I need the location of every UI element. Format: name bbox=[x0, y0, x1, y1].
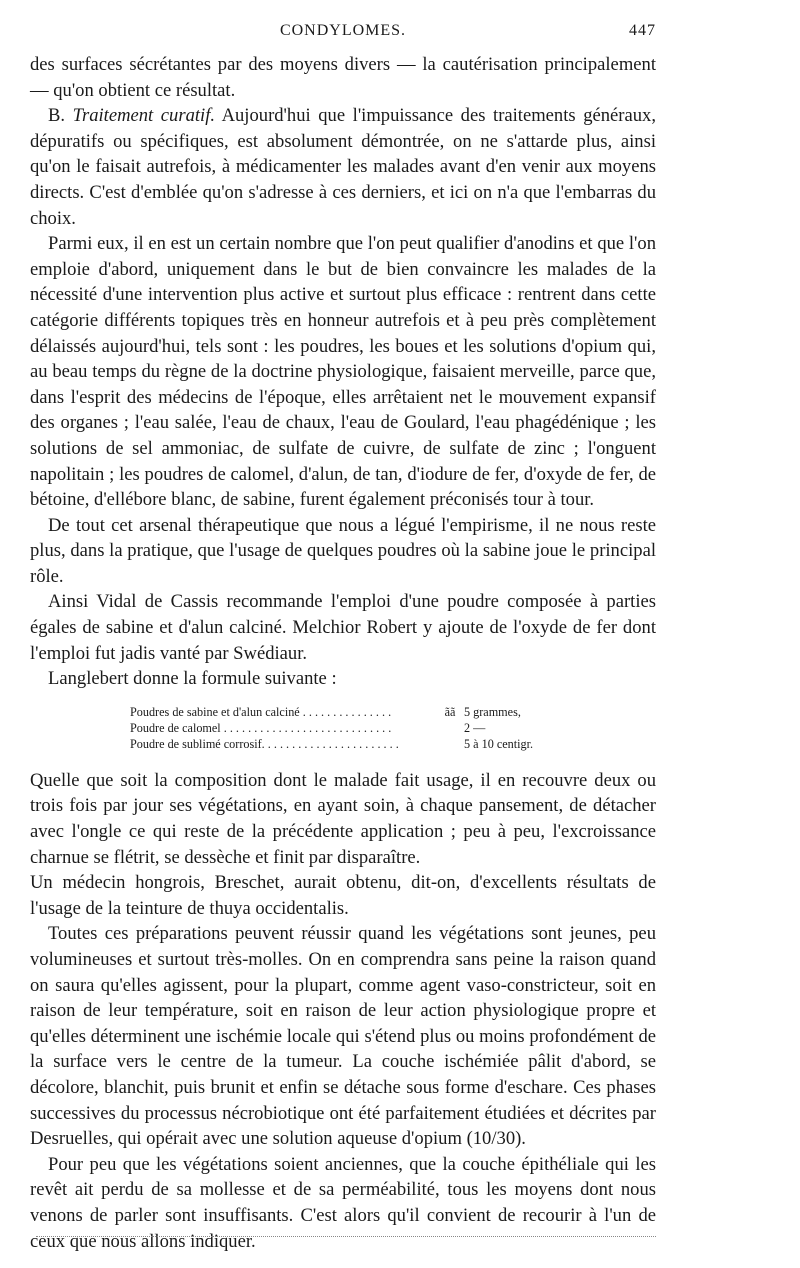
formula-row: Poudre de calomel . . . . . . . . . . . . . . . . . . . . . . . . . . . . 2 — bbox=[130, 720, 486, 735]
page-header bbox=[30, 20, 656, 44]
paragraph: Toutes ces préparations peuvent réussir quand les végétations sont jeunes, peu volumineuses et surtout très-molles. On en comprendra sans peine la raison quand on saura qu'elles agissent, pour la plupart, comme agent vaso-constricteur, soit en raison de leur température, soit en raison de leur action physiologique propre et qu'elles déterminent une ischémie locale qui s'étend plus ou moins profondément de la surface vers le centre de la tumeur. La couche ischémiée pâlit d'abord, se décolore, blanchit, puis brunit et enfin se détache sous forme d'eschare. Ces phases successives du processus nécrobiotique ont été parfaitement étudiées et décrites par Desruelles, qui opérait avec une solution aqueuse d'opium (10/30). bbox=[30, 923, 656, 1150]
formula-row: Poudres de sabine et d'alun calciné . . . . . . . . . . . . . . . ãã 5 grammes, bbox=[130, 704, 521, 719]
paragraph: Pour peu que les végétations soient anciennes, que la couche épithéliale qui les revêt ait perdu de sa mollesse et de sa perméabilité, tous les moyens dont nous venons de parler sont insuffisants. C'est alors qu'il convient de recourir à l'un de ceux que nous allons indiquer. bbox=[30, 1153, 656, 1252]
formula-row: Poudre de sublimé corrosif. . . . . . . . . . . . . . . . . . . . . . . 5 à 10 centigr. bbox=[130, 736, 534, 751]
body-text bbox=[30, 52, 656, 1254]
running-title: CONDYLOMES. bbox=[279, 22, 407, 39]
paragraph: Langlebert donne la formule suivante : bbox=[48, 668, 337, 690]
paragraph: Quelle que soit la composition dont le malade fait usage, il en recouvre deux ou trois fois par jour ses végétations, en ayant soin, à chaque pansement, de détacher avec l'ongle ce qui reste de la précédente application ; peu à peu, l'excroissance charnue se flétrit, se dessèche et finit par disparaître. bbox=[30, 769, 656, 868]
paragraph: des surfaces sécrétantes par des moyens divers — la cautérisation principalement — qu'on obtient ce résultat. bbox=[30, 54, 656, 101]
paragraph: De tout cet arsenal thérapeutique que nous a légué l'empirisme, il ne nous reste plus, dans la pratique, que l'usage de quelques poudres où la sabine joue le principal rôle. bbox=[30, 514, 656, 587]
paragraph: Ainsi Vidal de Cassis recommande l'emploi d'une poudre composée à parties égales de sabine et d'alun calciné. Melchior Robert y ajoute de l'oxyde de fer dont l'emploi fut jadis vanté par Swédiaur. bbox=[30, 591, 656, 664]
paragraph: Un médecin hongrois, Breschet, aurait obtenu, dit-on, d'excellents résultats de l'usage de la teinture de thuya occidentalis. bbox=[30, 872, 656, 919]
bottom-rule bbox=[36, 1236, 656, 1237]
formula bbox=[130, 704, 656, 752]
paragraph: B. Traitement curatif. Aujourd'hui que l'impuissance des traitements généraux, dépuratifs ou spécifiques, est absolument démontrée, on ne s'attarde plus, ainsi qu'on le faisait autrefois, à médicamenter les malades avant d'en venir aux moyens directs. C'est d'emblée qu'on s'adresse à ces derniers, et ici on n'a que l'embarras du choix. bbox=[30, 105, 656, 229]
section-title: Traitement curatif. bbox=[72, 105, 216, 127]
section-label: B. bbox=[48, 105, 66, 127]
paragraph: Parmi eux, il en est un certain nombre que l'on peut qualifier d'anodins et que l'on emploie d'abord, uniquement dans le but de bien convaincre les malades de la nécessité d'une intervention plus active et surtout plus efficace : rentrent dans cette catégorie différents topiques très en honneur autrefois et à peu près complètement délaissés aujourd'hui, tels sont : les poudres, les boues et les solutions d'opium qui, au beau temps du règne de la doctrine physiologique, faisaient merveille, parce que, dans l'esprit des médecins de l'époque, elles arrêtaient net le mouvement expansif des organes ; l'eau salée, l'eau de chaux, l'eau de Goulard, l'eau phagédénique ; les solutions de sel ammoniac, de sulfate de cuivre, de sulfate de zinc ; l'onguent napolitain ; les poudres de calomel, d'alun, de tan, d'iodure de fer, d'oxyde de fer, de bétoine, d'ellébore blanc, de sabine, furent également préconisés tour à tour. bbox=[30, 233, 656, 511]
page-number: 447 bbox=[629, 22, 656, 39]
